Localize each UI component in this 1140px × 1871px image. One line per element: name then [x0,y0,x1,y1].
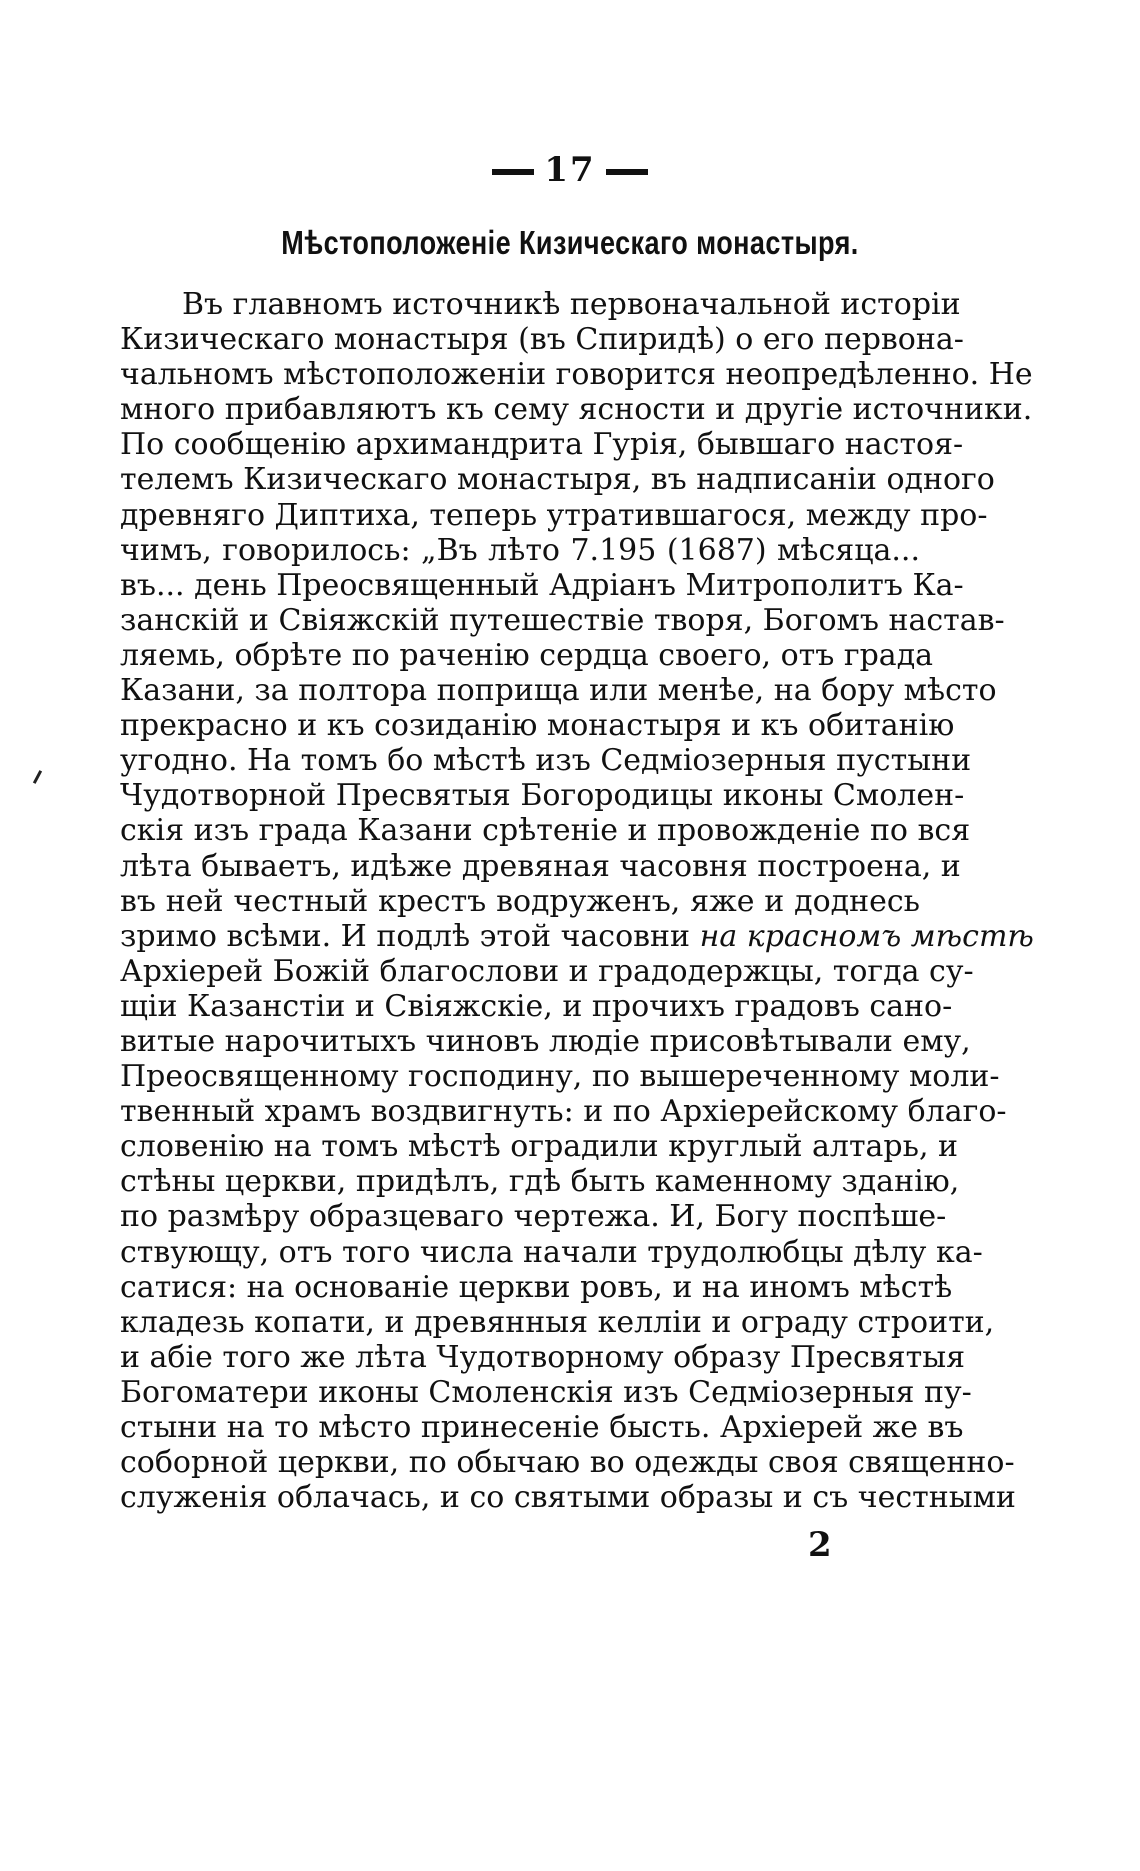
text-line: угодно. На томъ бо мѣстѣ изъ Седміозерныя пустыни [120,743,972,779]
text-segment: зримо всѣми. И подлѣ этой часовни [120,918,700,954]
text-line: въ ней честный крестъ водруженъ, яже и доднесь [120,883,920,919]
text-line: сатися: на основаніе церкви ровъ, и на иномъ мѣстѣ [120,1269,953,1305]
text-line: Въ главномъ источникѣ первоначальной исторіи [182,287,961,322]
right-dash-ornament [606,169,648,175]
text-line: Архіерей Божій благослови и градодержцы, тогда су- [120,953,974,989]
text-line: служенія облачась, и со святыми образы и съ честными [120,1480,1016,1516]
page-number-value: 17 [544,150,596,190]
text-line: занскій и Свіяжскій путешествіе творя, Богомъ настав- [120,602,1005,638]
text-line: скія изъ града Казани срѣтеніе и провожденіе по вся [120,813,971,849]
text-line: древняго Диптиха, теперь утратившагося, между про- [120,497,988,533]
text-line: По сообщенію архимандрита Гурія, бывшаго настоя- [120,427,964,463]
text-line: соборной церкви, по обычаю во одежды своя священно- [120,1445,1015,1481]
page-number [0,150,1140,190]
left-dash-ornament [492,169,534,175]
text-line: стѣны церкви, придѣлъ, гдѣ быть каменному зданію, [120,1164,960,1200]
text-line: и абіе того же лѣта Чудотворному образу Пресвятыя [120,1339,965,1375]
text-line: Чудотворной Пресвятыя Богородицы иконы Смолен- [120,778,965,814]
text-line: ствующу, отъ того числа начали трудолюбцы дѣлу ка- [120,1234,983,1270]
text-line: лѣта бываетъ, идѣже древяная часовня построена, и [120,848,961,884]
text-line: витые нарочитыхъ чиновъ людіе присовѣтывали ему, [120,1023,971,1059]
text-line: кладезь копати, и древянныя келліи и ограду строити, [120,1304,995,1340]
text-line-with-italic [120,918,1034,954]
text-line: прекрасно и къ созиданію монастыря и къ обитанію [120,708,955,744]
text-line: ляемь, обрѣте по раченію сердца своего, отъ града [120,637,934,673]
text-line: чальномъ мѣстоположеніи говорится неопредѣленно. Не [120,357,1033,393]
text-line: много прибавляютъ къ сему ясности и другіе источники. [120,392,1033,428]
italic-phrase: на красномъ мѣстѣ [699,918,1034,954]
text-line: твенный храмъ воздвигнуть: и по Архіерейскому благо- [120,1094,1007,1130]
ink-speck-mark [33,770,42,784]
text-line: чимъ, говорилось: „Въ лѣто 7.195 (1687) мѣсяца... [120,532,920,568]
text-line: Кизическаго монастыря (въ Спиридѣ) о его первона- [120,322,964,358]
section-heading: Мѣстоположеніе Кизическаго монастыря. [281,224,859,261]
printer-signature-mark: 2 [808,1525,832,1565]
text-line: по размѣру образцеваго чертежа. И, Богу поспѣше- [120,1199,947,1235]
text-line: Преосвященному господину, по вышереченному моли- [120,1059,1000,1095]
text-line: словенію на томъ мѣстѣ оградили круглый алтарь, и [120,1129,959,1165]
text-line: телемъ Кизическаго монастыря, въ надписаніи одного [120,462,995,498]
text-line: стыни на то мѣсто принесеніе бысть. Архіерей же въ [120,1410,964,1445]
text-line: въ... день Преосвященный Адріанъ Митрополитъ Ка- [120,567,964,603]
text-line: Казани, за полтора поприща или менѣе, на бору мѣсто [120,673,997,709]
text-line: Богоматери иконы Смоленскія изъ Седміозерныя пу- [120,1374,972,1410]
text-line: щіи Казанстіи и Свіяжскіе, и прочихъ градовъ сано- [120,988,953,1024]
body-text [120,287,1034,1516]
